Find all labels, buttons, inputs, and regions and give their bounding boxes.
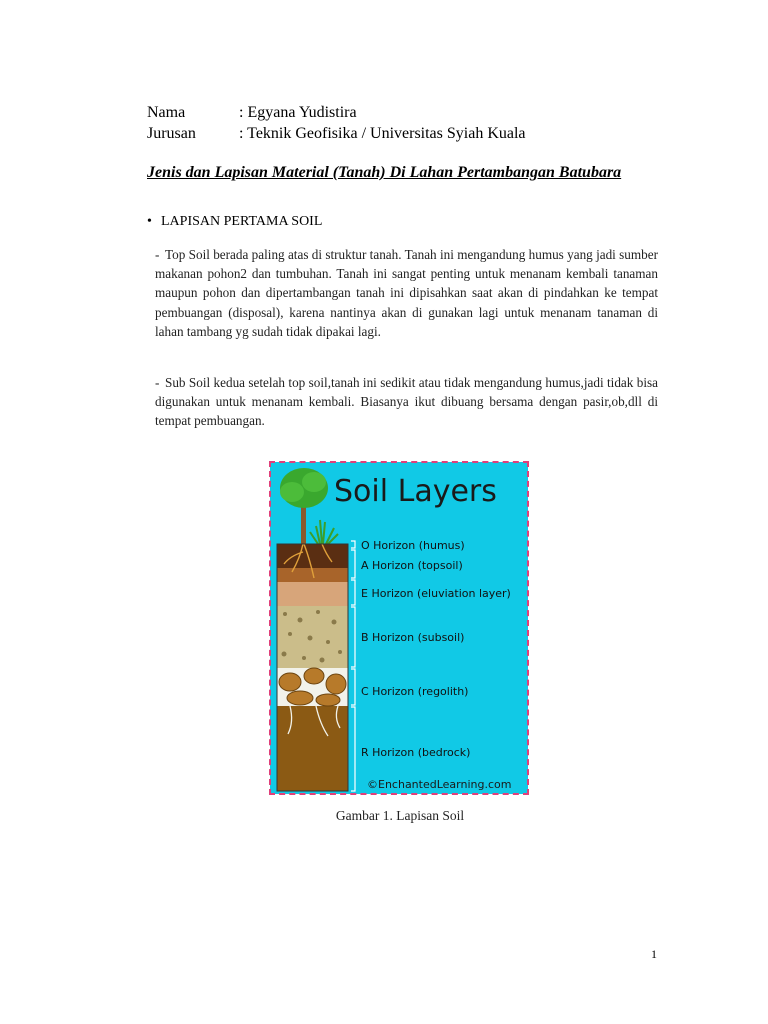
department-row [147,124,526,144]
layer-humus [277,544,348,568]
bullet-icon: • [147,214,152,229]
horizon-label-c: C Horizon (regolith) [361,685,469,698]
document-title: Jenis dan Lapisan Material (Tanah) Di Lahan Pertambangan Batubara [147,164,622,181]
department-value: : Teknik Geofisika / Universitas Syiah Kuala [239,125,526,142]
horizon-label-a: A Horizon (topsoil) [361,559,463,572]
layer-bedrock [277,706,348,791]
paragraph-text: Sub Soil kedua setelah top soil,tanah ini sedikit atau tidak mengandung humus,jadi tidak bisa digunakan untuk menanam kembali. Biasanya ikut dibuang bersama dengan pasir,ob,dll di tempat pembuangan. [155,375,658,429]
figure-title: Soil Layers [334,474,497,509]
name-label: Nama [147,104,186,121]
paragraph-text: Top Soil berada paling atas di struktur tanah. Tanah ini mengandung humus yang jadi sumber makanan pohon2 dan tumbuhan. Tanah ini sangat penting untuk menanam kembali tanaman maupun pohon dan dipertambangan tanah ini dipisahkan saat akan di pindahkan ke tempat pembuangan (disposal), karena nantinya akan di gunakan lagi untuk menanam tanaman di lahan tambang yg sudah tidak dipakai lagi. [155,247,658,339]
soil-profile-illustration [270,462,528,794]
dash-marker: - [155,247,160,262]
section-heading [147,213,322,231]
page-number: 1 [651,947,657,961]
figure-caption: Gambar 1. Lapisan Soil [335,808,465,823]
figure-credit: ©EnchantedLearning.com [367,778,512,791]
horizon-brackets [351,541,355,791]
layer-subsoil [277,606,348,668]
horizon-label-o: O Horizon (humus) [361,539,465,552]
section-heading-text: LAPISAN PERTAMA SOIL [161,214,323,229]
horizon-label-e: E Horizon (eluviation layer) [361,587,511,600]
horizon-label-b: B Horizon (subsoil) [361,631,465,644]
horizon-label-r: R Horizon (bedrock) [361,746,471,759]
dash-marker: - [155,375,160,390]
layer-eluviation [277,582,348,606]
paragraph-topsoil [155,245,658,341]
name-value: : Egyana Yudistira [239,104,357,121]
grass-icon [310,520,338,544]
soil-layers-figure [270,462,528,794]
name-row [147,103,357,123]
department-label: Jurusan [147,125,196,142]
paragraph-subsoil [155,373,658,431]
